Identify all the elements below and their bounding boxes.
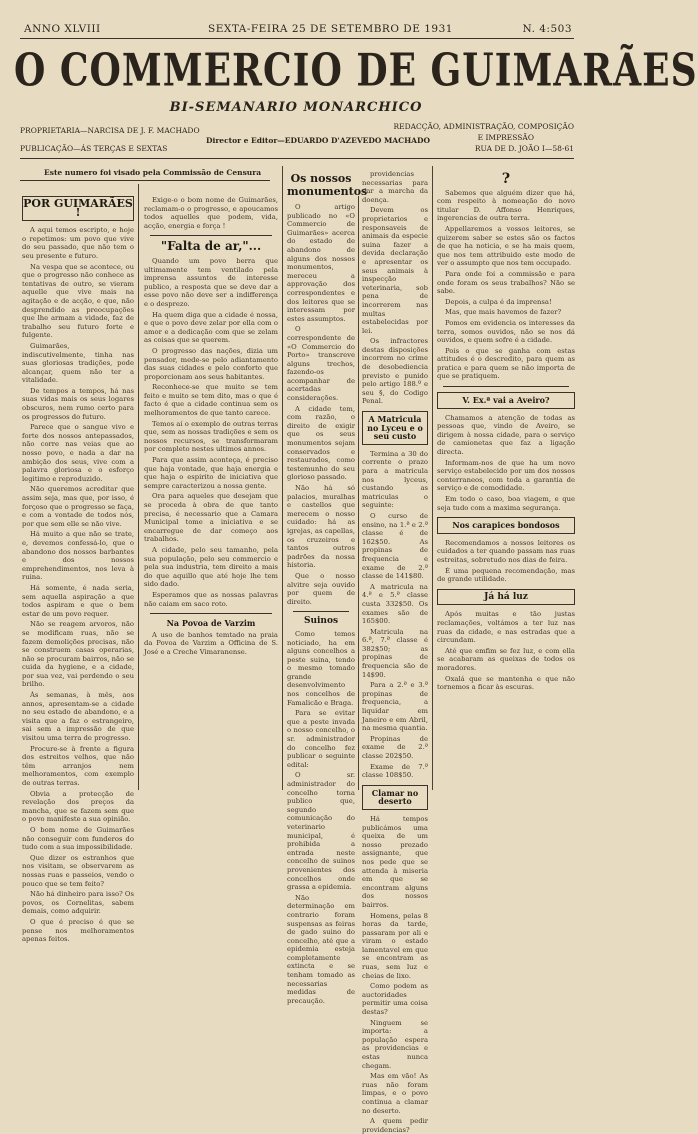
paragraph: Não há só palacios, muralhas e castellos que merecem o nosso cuidado: há as igrejas, as capellas, os cruzeiros e tantos outros padrões da nossa historia. bbox=[287, 484, 355, 570]
paragraph: Appellaremos a vossos leitores, se quizerem saber se estes são os factos de que ha noticia, e se ha mais quem, que nos tem attribuido este modo de ver o assumpto que nos tem occupado. bbox=[437, 224, 575, 268]
paragraph: A cidade, pelo seu tamanho, pela sua população, pelo seu commercio e pela sua industria, tem direito a mais do que aquillo que até hoje lhe tem sido dado. bbox=[144, 545, 278, 589]
owner-line: PROPRIETARIA—NARCISA DE J. F. MACHADO bbox=[20, 126, 200, 135]
address-line: RUA DE D. JOÃO I—58-61 bbox=[474, 144, 574, 153]
article-heading: V. Ex.ª vai a Aveiro? bbox=[437, 392, 575, 409]
paragraph: Para a 2.ª e 3.ª propinas de frequencia, a liquidar em Janeiro e em Abril, na mesma quantia. bbox=[362, 681, 428, 733]
article-heading: Clamar no deserto bbox=[362, 785, 428, 810]
paragraph: O que é preciso é que se pense nos melhoramentos apenas feitos. bbox=[22, 917, 134, 944]
paragraph: Ora para aqueles que desejam que se proceda à obra de que tanto precisa, é necessario que a Camara Municipal tome a iniciativa e se encarregue de dar começo aos trabalhos. bbox=[144, 492, 278, 544]
paragraph: Homens, pelas 8 horas da tarde, passaram por ali e viram o estado lamentavel em que se encontram as ruas, sem luz e cheias de lixo. bbox=[362, 911, 428, 980]
paragraph: Mas, que mais havemos de fazer? bbox=[445, 308, 562, 317]
paragraph: Ha quem diga que a cidade é nossa, e que o povo deve zelar por ella com o amor e a dedicação com que se zelam as coisas que se querem. bbox=[144, 310, 278, 345]
paragraph: Temos aí o exemplo de outras terras que, sem as nossas tradições e sem os nossos recursos, se transformaram por completo nestes ultimos annos. bbox=[144, 419, 278, 454]
year-label: ANNO XLVIII bbox=[24, 23, 101, 35]
paragraph: Esperamos que as nossas palavras não caiam em saco roto. bbox=[144, 590, 278, 608]
paragraph: Guimarães, indiscutivelmente, tinha nas suas gloriosas tradições, pode alcançar, quem não ter a vitalidade. bbox=[22, 341, 134, 385]
article-heading: Na Povoa de Varzim bbox=[166, 618, 256, 629]
paragraph: Obvia a protecção de revelação dos preços da mancha, que se fazem sem que o povo manifeste a sua opinião. bbox=[22, 789, 134, 824]
paragraph: Não determinação em contrario foram suspensas as feiras de gado suino do concelho, até que a epidemia esteja completamente extincta e se tenham tomado as necessarias medidas de precaução. bbox=[287, 893, 355, 1005]
paragraph: Termina a 30 do corrente o prazo para a matricula nos lyceus, custando as matriculas o seguinte: bbox=[362, 449, 428, 510]
paragraph: A uso de banhos temtado na praia da Povoa de Varzim a Officina de S. José e a Creche Vimaranense. bbox=[144, 630, 278, 656]
paragraph: Há muito a que não se trate, e, devemos confessá-lo, que o abandono dos nossos barbantes e dos nossos emprehendimentos, nos leva à ruina. bbox=[22, 530, 134, 582]
paragraph: Reconhece-se que muito se tem feito e muito se tem dito, mas o que é facto é que a cidade continua sem os melhoramentos de que tanto carece. bbox=[144, 383, 278, 418]
paragraph: Propinas de exame de 2.ª classe 202$50. bbox=[362, 734, 428, 760]
paragraph: Os infractores destas disposições incorrem no crime de desobediencia previsto e punido pelo artigo 188.º e seu §, do Codigo Penal. bbox=[362, 337, 428, 406]
paragraph: O curso de ensino, na 1.ª e 2.ª classe é de 162$50. As propinas de frequencia e exame de 2.ª classe de 141$80. bbox=[362, 511, 428, 581]
paragraph: Devem os proprietarios e responsaveis de animais da especie suina fazer a devida declaração e apresentar os seus animais à inspecção veterinaria, sob pena de incorrerem nas multas estabelecidas por lei. bbox=[362, 206, 428, 335]
paragraph: Como podem as auctoridades permitir uma coisa destas? bbox=[362, 982, 428, 1017]
paragraph: Pois o que se ganha com estas attitudes é o descredito, para quem as pratica e para quem se não importa de que se pratiquem. bbox=[437, 346, 575, 381]
paragraph: A aqui temos escripto, e hoje o repetimos: um povo que vive do seu passado, que não tem o seu presente e futuro. bbox=[22, 226, 134, 260]
paragraph: Sabemos que alguém dizer que há, com respeito à nomeação do novo titular D. Affonso Henriques, ingerencias de outra terra. bbox=[437, 188, 575, 223]
issue-number: N. 4:503 bbox=[522, 23, 572, 35]
paragraph: Após muitas e tão justas reclamações, voltámos a ter luz nas ruas da cidade, e nas estradas que a circundam. bbox=[437, 610, 575, 645]
director-line: Director e Editor—EDUARDO D'AZEVEDO MACHADO bbox=[206, 136, 431, 145]
paragraph: Para onde foi a commissão e para onde foram os seus trabalhos? Não se sabe. bbox=[437, 269, 575, 296]
paragraph: O correspondente de «O Commercio do Porto» transcreve alguns trechos, fazendo-os acompanhar de acertadas considerações. bbox=[287, 325, 355, 403]
paragraph: Não queremos acreditar que assim seja, mas que, por isso, é forçoso que o progresso se faça, e com a vontade de todos nós, por que sem elle se não vive. bbox=[22, 485, 134, 528]
paragraph: Pomos em evidencia os interesses da terra, somos ouvidos, não se nos dá ouvidos, e quem sofre é a cidade. bbox=[437, 318, 575, 345]
paragraph: Às semanas, à mês, aos annos, apresentam-se a cidade no seu estado de abandono, e a visita que a faz o estrangeiro, sai sem a impressão de que visitou uma terra de progresso. bbox=[22, 691, 134, 743]
paragraph: Como temos noticiado, ha em alguns concelhos a peste suina, tendo o mesmo tomado grande desenvolvimento nos concelhos de Famalicão e Braga. bbox=[287, 629, 355, 707]
paragraph: Que dizer os estranhos que nos visitam, se observarem as nossas ruas e passeios, vendo o pouco que se tem feito? bbox=[22, 853, 134, 888]
paragraph: Há somente, é nada seria, sem aquella aspiração a que todos aspiram e que o bem estar de um povo requer. bbox=[22, 583, 134, 618]
article-heading: "Falta de ar,"... bbox=[160, 239, 262, 254]
paragraph: Exige-o o bom nome de Guimarães, reclamam-o o progresso, e apoucamos todos aquelles que podem, vida, acção, energia e força ! bbox=[144, 196, 278, 230]
article-heading: Suinos bbox=[303, 616, 339, 627]
paragraph: Parece que o sangue vivo e forte dos nossos antepassados, não corre nas veias que ao nosso povo, e nada a dar na ambição dos seus, vive com a palavra gloriosa e o esforço legitimo e reproduzido. bbox=[22, 423, 134, 483]
paragraph: Não há dinheiro para isso? Os povos, os Cornelitas, sabem demais, como adquirir. bbox=[22, 890, 134, 916]
paragraph: Recomendamos a nossos leitores os cuidados a ter quando passam nas ruas estreitas, sobretudo nos dias de feira. bbox=[437, 538, 575, 564]
article-heading: ? bbox=[501, 171, 511, 187]
paragraph: Depois, a culpa é da imprensa! bbox=[445, 297, 552, 306]
paragraph: Mas em vão! As ruas não foram limpas, e o povo continua a clamar no deserto. bbox=[362, 1072, 428, 1115]
paragraph: Há tempos publicámos uma queixa de um nosso prezado assignante, que nos pede que se attenda à miseria em que se encontram alguns dos nossos bairros. bbox=[362, 814, 428, 909]
publication-line: PUBLICAÇÃO—ÁS TERÇAS E SEXTAS bbox=[20, 144, 168, 153]
paragraph: O artigo publicado no «O Commercio de Guimarães» acerca do estado de abandono de alguns dos nossos monumentos, mereceu a approvação dos correspondentes e dos leitores que se interessam por estes assumptos. bbox=[287, 203, 355, 323]
article-heading: Nos carapices bondosos bbox=[437, 517, 575, 534]
paragraph: De tempos a tempos, há nas suas vidas mais os seus logares obscuros, nem rumo certo para os progressos do futuro. bbox=[22, 386, 134, 421]
paragraph: É uma pequena recomendação, mas de grande utilidade. bbox=[437, 566, 575, 584]
paragraph: Na vespa que se acontece, ou que o progresso não conhece as tentativas de outro, se vieram aquelle que vive mais na agitação e de acção, e que, não desprendido as preocupações que lhe armam a vidade, faz de trabalho seu futuro forte e fulgente. bbox=[22, 262, 134, 340]
paragraph: Até que emfim se fez luz, e com ella se acabaram as queixas de todos os moradores. bbox=[437, 646, 575, 672]
article-heading: A Matricula no Lyceu e o seu custo bbox=[362, 411, 428, 445]
paragraph: Matricula na 6.ª, 7.ª classe é 382$50; as propinas de frequencia são de 14$90. bbox=[362, 627, 428, 679]
paragraph: O bom nome de Guimarães não conseguir com funderos do tudo com a sua impossibilidade. bbox=[22, 825, 134, 852]
paragraph: O sr. administrador do concelho torna publico que, segundo comunicação do veterinario municipal, é prohibida a entrada neste concelho de suinos provenientes dos concelhos onde grassa a epidemia. bbox=[287, 771, 355, 892]
paragraph: Exame de 7.ª classe 108$50. bbox=[362, 762, 428, 780]
paragraph: Ninguem se importa: a população espera as providencias e estas nunca chegam. bbox=[362, 1018, 428, 1070]
censor-note: Este numero foi visado pela Commissão de Censura bbox=[44, 168, 262, 177]
paragraph: Para se evitar que a peste invada o nosso concelho, o sr. administrador do concelho fez publicar o seguinte edital: bbox=[287, 709, 355, 769]
paragraph: Que o nosso alvitre seja ouvido por quem de direito. bbox=[287, 571, 355, 606]
subtitle: BI-SEMANARIO MONARCHICO bbox=[169, 100, 423, 115]
paragraph: providencias necessarias para dar a marcha da doença. bbox=[362, 170, 428, 204]
paragraph: O progresso das nações, dizia um pensador, mede-se pelo adiantamento das suas cidades e pelo conforto que proporcionam aos seus habitantes. bbox=[144, 346, 278, 381]
paragraph: A matricula na 4.ª e 5.ª classe custa 332$50. Os exames são de 165$00. bbox=[362, 582, 428, 626]
paragraph: Informam-nos de que ha um novo serviço estabelecido por um dos nossos conterraneos, com toda a garantia de serviço e de comodidade. bbox=[437, 458, 575, 493]
paragraph: Chamamos a atenção de todas as pessoas que, vindo de Aveiro, se dirigem à nossa cidade, para o serviço de camionetas que faz a ligação directa. bbox=[437, 413, 575, 457]
paragraph: Procure-se à frente a figura dos estreitos velhos, que não têm arranjos nem melhoramentos, com exemplo de outras terras. bbox=[22, 744, 134, 787]
paragraph: Oxalá que se mantenha e que não tornemos a ficar às escuras. bbox=[437, 674, 575, 692]
article-heading: Os nossos monumentos bbox=[287, 172, 368, 198]
printing-line: E IMPRESSÃO bbox=[477, 133, 534, 142]
paragraph: Para que assim aconteça, é preciso que haja vontade, que haja energia e que haja o espirito de iniciativa que sempre caracterizou a nossa gente. bbox=[144, 456, 278, 490]
redaction-line: REDACÇÃO, ADMINISTRAÇÃO, COMPOSIÇÃO bbox=[393, 122, 574, 131]
masthead: O COMMERCIO DE GUIMARÃES bbox=[14, 44, 698, 97]
paragraph: Quando um povo berra que ultimamente tem ventilado pela imprensa assuntos de interesse publico, a resposta que se deve dar a esse povo não deve ser a indifferença e o desprezo. bbox=[144, 256, 278, 308]
article-heading: Já há luz bbox=[437, 589, 575, 606]
date-label: SEXTA-FEIRA 25 DE SETEMBRO DE 1931 bbox=[208, 23, 453, 35]
paragraph: Não se reagem arvoros, não se modificam ruas, não se fazem demolições precisas, não se construem casas operarias, não se procuram bairros, não se cuida da hygiene, e a cidade, por sua vez, vai perdendo o seu brilho. bbox=[22, 620, 134, 689]
paragraph: A quem pedir providencias? bbox=[362, 1117, 428, 1134]
paragraph: A cidade tem, com razão, o direito de exigir que os seus monumentos sejam conservados e restaurados, como testemunho do seu glorioso passado. bbox=[287, 404, 355, 482]
paragraph: Em todo o caso, boa viagem, e que seja tudo com a maxima segurança. bbox=[437, 495, 575, 512]
article-heading: POR GUIMARÃES ! bbox=[22, 196, 134, 221]
